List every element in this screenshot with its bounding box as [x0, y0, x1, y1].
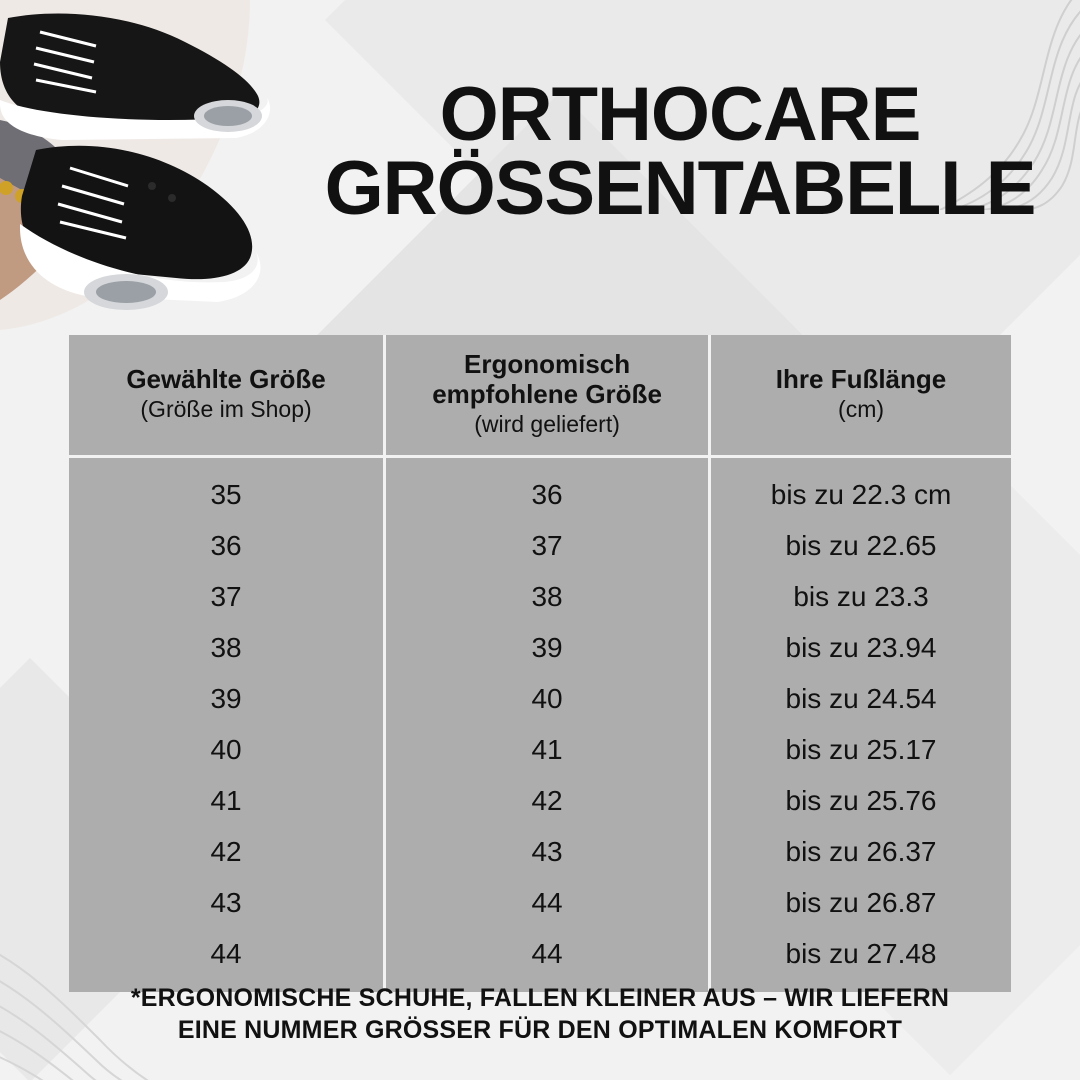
cell-foot-length: bis zu 26.87: [710, 877, 1011, 928]
column-header-foot-length: [710, 335, 1011, 456]
cell-chosen-size: 39: [69, 673, 385, 724]
footnote-line-2: EINE NUMMER GRÖSSER FÜR DEN OPTIMALEN KOMFORT: [177, 1016, 903, 1044]
cell-foot-length: bis zu 22.3 cm: [710, 456, 1011, 520]
table-row: [69, 456, 1011, 520]
cell-chosen-size: 40: [69, 724, 385, 775]
cell-recommended-size: 40: [385, 673, 710, 724]
footnote-line-1: *ERGONOMISCHE SCHUHE, FALLEN KLEINER AUS – WIR LIEFERN: [130, 984, 950, 1012]
cell-recommended-size: 41: [385, 724, 710, 775]
table-row: [69, 673, 1011, 724]
table-body: [69, 456, 1011, 992]
table-row: [69, 520, 1011, 571]
cell-chosen-size: 42: [69, 826, 385, 877]
table-row: [69, 826, 1011, 877]
cell-recommended-size: 37: [385, 520, 710, 571]
column-header-chosen-size-sub: (Größe im Shop): [140, 396, 312, 423]
column-header-chosen-size-main: Gewählte Größe: [126, 364, 326, 395]
column-header-recommended-size-main: Ergonomisch empfohlene Größe: [432, 349, 662, 410]
title-line-2: GRÖSSENTABELLE: [324, 146, 1036, 232]
cell-recommended-size: 36: [385, 456, 710, 520]
cell-chosen-size: 36: [69, 520, 385, 571]
cell-foot-length: bis zu 22.65: [710, 520, 1011, 571]
cell-chosen-size: 37: [69, 571, 385, 622]
cell-foot-length: bis zu 26.37: [710, 826, 1011, 877]
cell-recommended-size: 44: [385, 928, 710, 992]
table-row: [69, 775, 1011, 826]
column-header-chosen-size: [69, 335, 385, 456]
cell-chosen-size: 43: [69, 877, 385, 928]
column-header-recommended-size-sub: (wird geliefert): [474, 411, 620, 438]
page-title: [300, 72, 1060, 232]
size-table: [69, 335, 1011, 992]
cell-recommended-size: 44: [385, 877, 710, 928]
cell-foot-length: bis zu 23.94: [710, 622, 1011, 673]
table-row: [69, 724, 1011, 775]
sneakers-photo: [0, 0, 320, 330]
cell-foot-length: bis zu 25.17: [710, 724, 1011, 775]
table-row: [69, 571, 1011, 622]
cell-foot-length: bis zu 25.76: [710, 775, 1011, 826]
cell-chosen-size: 44: [69, 928, 385, 992]
table-row: [69, 622, 1011, 673]
cell-recommended-size: 42: [385, 775, 710, 826]
cell-recommended-size: 39: [385, 622, 710, 673]
table-header-row: [69, 335, 1011, 456]
cell-chosen-size: 41: [69, 775, 385, 826]
cell-foot-length: bis zu 23.3: [710, 571, 1011, 622]
table-row: [69, 877, 1011, 928]
column-header-foot-length-main: Ihre Fußlänge: [775, 364, 947, 395]
cell-foot-length: bis zu 24.54: [710, 673, 1011, 724]
cell-chosen-size: 35: [69, 456, 385, 520]
column-header-foot-length-sub: (cm): [838, 396, 885, 423]
cell-recommended-size: 38: [385, 571, 710, 622]
footnote: [69, 982, 1011, 1046]
cell-chosen-size: 38: [69, 622, 385, 673]
title-line-1: ORTHOCARE: [439, 72, 921, 157]
column-header-recommended-size: [385, 335, 710, 456]
cell-foot-length: bis zu 27.48: [710, 928, 1011, 992]
cell-recommended-size: 43: [385, 826, 710, 877]
